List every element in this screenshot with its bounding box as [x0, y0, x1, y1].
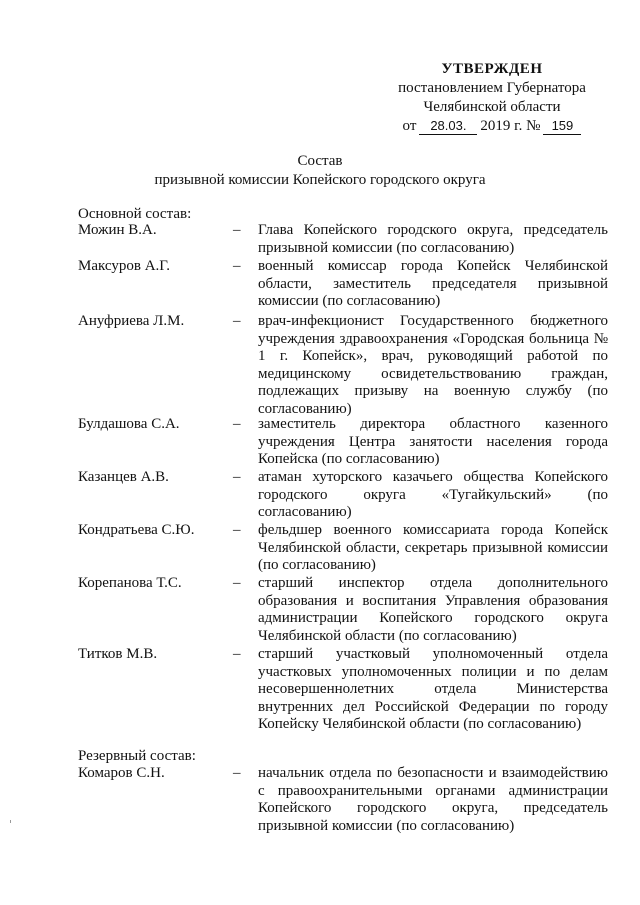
member-dash: – [233, 646, 241, 662]
member-dash: – [233, 765, 241, 781]
document-title [0, 152, 640, 190]
member-role: начальник отдела по безопасности и взаимодействию с правоохранительными органами администрации Копейского городского округа, председатель призывной комиссии (по согласованию) [258, 765, 608, 834]
title-line-2: призывной комиссии Копейского городского округа [154, 172, 486, 188]
reserve-composition-label: Резервный состав: [78, 748, 196, 764]
member-role: старший инспектор отдела дополнительного образования и воспитания Управления образования администрации Копейского городского округа Челябинской области (по согласованию) [258, 575, 608, 644]
member-role: Глава Копейского городского округа, председатель призывной комиссии (по согласованию) [258, 222, 608, 256]
member-role: старший участковый уполномоченный отдела участковых уполномоченных полиции и по делам несовершеннолетних отдела Министерства внутренних дел Российской Федерации по городу Копейску Челябинской области (по согласованию) [258, 646, 608, 732]
member-dash: – [233, 416, 241, 432]
member-name: Булдашова С.А. [78, 416, 180, 432]
scan-margin-mark [10, 820, 11, 823]
member-dash: – [233, 575, 241, 591]
approval-date-value: 28.03. [419, 118, 477, 135]
member-dash: – [233, 469, 241, 485]
approval-stamp [382, 60, 602, 136]
member-role: военный комиссар города Копейск Челябинской области, заместитель председателя призывной комиссии (по согласованию) [258, 258, 608, 309]
approval-line-2: Челябинской области [423, 99, 561, 115]
member-dash: – [233, 522, 241, 538]
member-name: Кондратьева С.Ю. [78, 522, 195, 538]
title-line-1: Состав [297, 153, 343, 169]
member-role: заместитель директора областного казенного учреждения Центра занятости населения города Копейска (по согласованию) [258, 416, 608, 467]
approval-heading: УТВЕРЖДЕН [441, 61, 543, 77]
member-dash: – [233, 222, 241, 238]
member-dash: – [233, 258, 241, 274]
approval-line-1: постановлением Губернатора [398, 80, 586, 96]
approval-number-value: 159 [543, 118, 581, 135]
member-dash: – [233, 313, 241, 329]
approval-date-line [382, 117, 602, 136]
member-name: Ануфриева Л.М. [78, 313, 185, 329]
main-composition-label: Основной состав: [78, 206, 192, 222]
member-name: Комаров С.Н. [78, 765, 165, 781]
member-role: врач-инфекционист Государственного бюджетного учреждения здравоохранения «Городская больница № 1 г. Копейск», врач, руководящий работой по медицинскому освидетельствованию граждан, подлежащих призыву на военную службу (по согласованию) [258, 313, 608, 417]
member-name: Титков М.В. [78, 646, 158, 662]
approval-year-text: 2019 г. № [480, 118, 541, 134]
member-role: атаман хуторского казачьего общества Копейского городского округа «Тугайкульский» (по согласованию) [258, 469, 608, 520]
member-name: Корепанова Т.С. [78, 575, 182, 591]
member-role: фельдшер военного комиссариата города Копейск Челябинской области, секретарь призывной комиссии (по согласованию) [258, 522, 608, 573]
member-name: Казанцев А.В. [78, 469, 169, 485]
member-name: Максуров А.Г. [78, 258, 171, 274]
member-name: Можин В.А. [78, 222, 157, 238]
approval-date-prefix: от [402, 118, 417, 134]
